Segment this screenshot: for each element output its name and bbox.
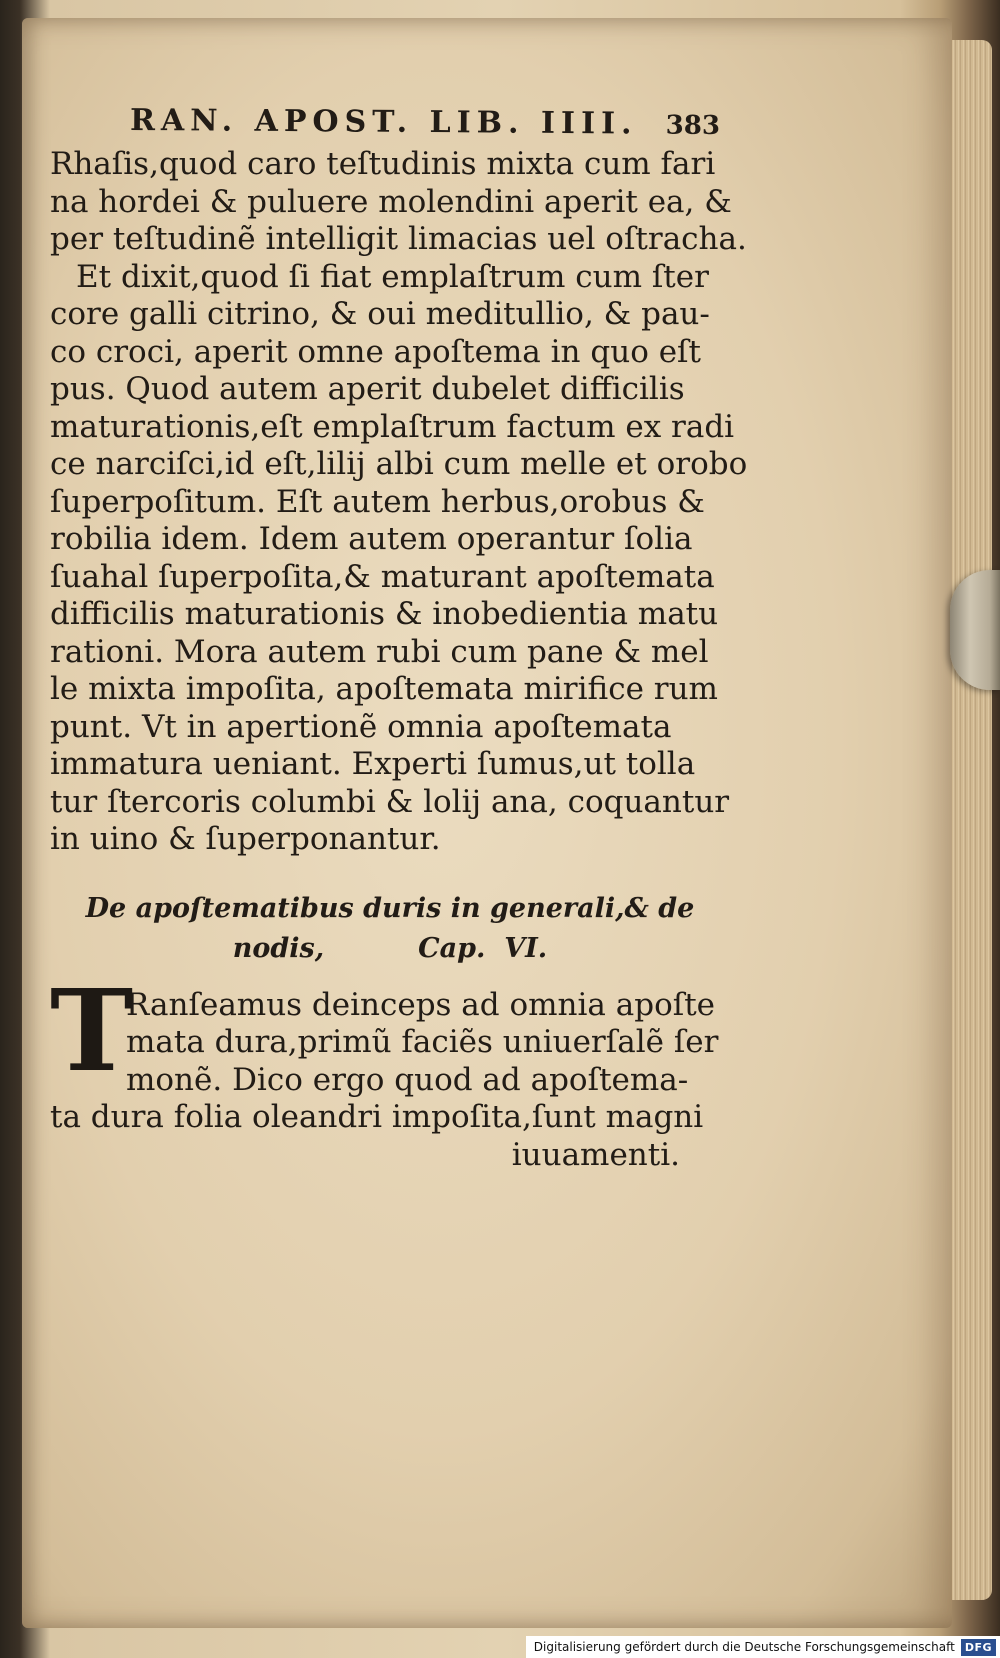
text-line: punt. Vt in apertionẽ omnia apoſtemata [50,708,672,745]
text-line: le mixta impoſita, apoſtemata mirifice rum [50,671,718,707]
text-line: ce narciſci,id eſt,lilij albi cum melle et orobo [50,446,748,482]
paragraph-1 [50,146,747,259]
thumb-holder [950,570,1000,690]
folio-number: 383 [665,110,721,142]
chapter-heading-line2: nodis, Cap. VI. [232,932,548,964]
drop-capital: T [50,965,134,1097]
page-edges [952,40,992,1600]
text-line: pus. Quod autem aperit dubelet difficilis [50,371,685,407]
running-head [130,103,720,142]
text-line: Ranſeamus deinceps ad omnia apoſte [126,986,716,1023]
footer-text: Digitalisierung gefördert durch die Deutsche Forschungsgemeinschaft [533,1640,955,1654]
text-line: immatura ueniant. Experti ſumus,ut tolla [50,746,696,782]
text-line: ſuperpoſitum. Eſt autem herbus,orobus & [50,483,705,520]
text-line: ta dura folia oleandri impoſita,ſunt magni [50,1099,704,1135]
text-line: in uino & ſuperponantur. [50,821,441,857]
text-block [50,102,748,1174]
text-line: na hordei & puluere molendini aperit ea, & [50,183,732,220]
text-line: per teſtudinẽ intelligit limacias uel oſtracha. [50,221,747,257]
dfg-logo[interactable]: DFG [961,1639,996,1656]
text-line: iuuamenti. [511,1136,680,1173]
chapter-heading [50,889,730,969]
paragraph-2 [50,258,748,859]
text-line: Et dixit,quod ſi fiat emplaſtrum cum ſter [76,258,709,295]
text-line: tur ſtercoris columbi & lolij ana, coquantur [50,783,730,820]
text-line: ſuahal ſuperpoſita,& maturant apoſtemata [50,558,715,595]
text-line: robilia idem. Idem autem operantur ſolia [50,521,693,557]
funding-footer [526,1636,1000,1658]
text-line: Rhaſis,quod caro teſtudinis mixta cum fari [50,146,716,182]
text-line: mata dura,primũ faciẽs uniuerſalẽ ſer [126,1024,719,1060]
text-line: core galli citrino, & oui meditullio, & pau- [50,296,710,332]
text-line: co croci, aperit omne apoſtema in quo eſt [50,333,701,370]
running-head-title: RAN. APOST. LIB. IIII. [129,102,638,142]
chapter-heading-line1: De apoſtematibus duris in generali,& de [85,892,695,924]
chapter-paragraph [50,965,730,1175]
text-line: rationi. Mora autem rubi cum pane & mel [50,633,709,670]
text-line: maturationis,eſt emplaſtrum factum ex radi [50,408,735,445]
text-line: monẽ. Dico ergo quod ad apoſtema- [126,1061,689,1098]
text-line: difficilis maturationis & inobedientia matu [50,596,719,632]
